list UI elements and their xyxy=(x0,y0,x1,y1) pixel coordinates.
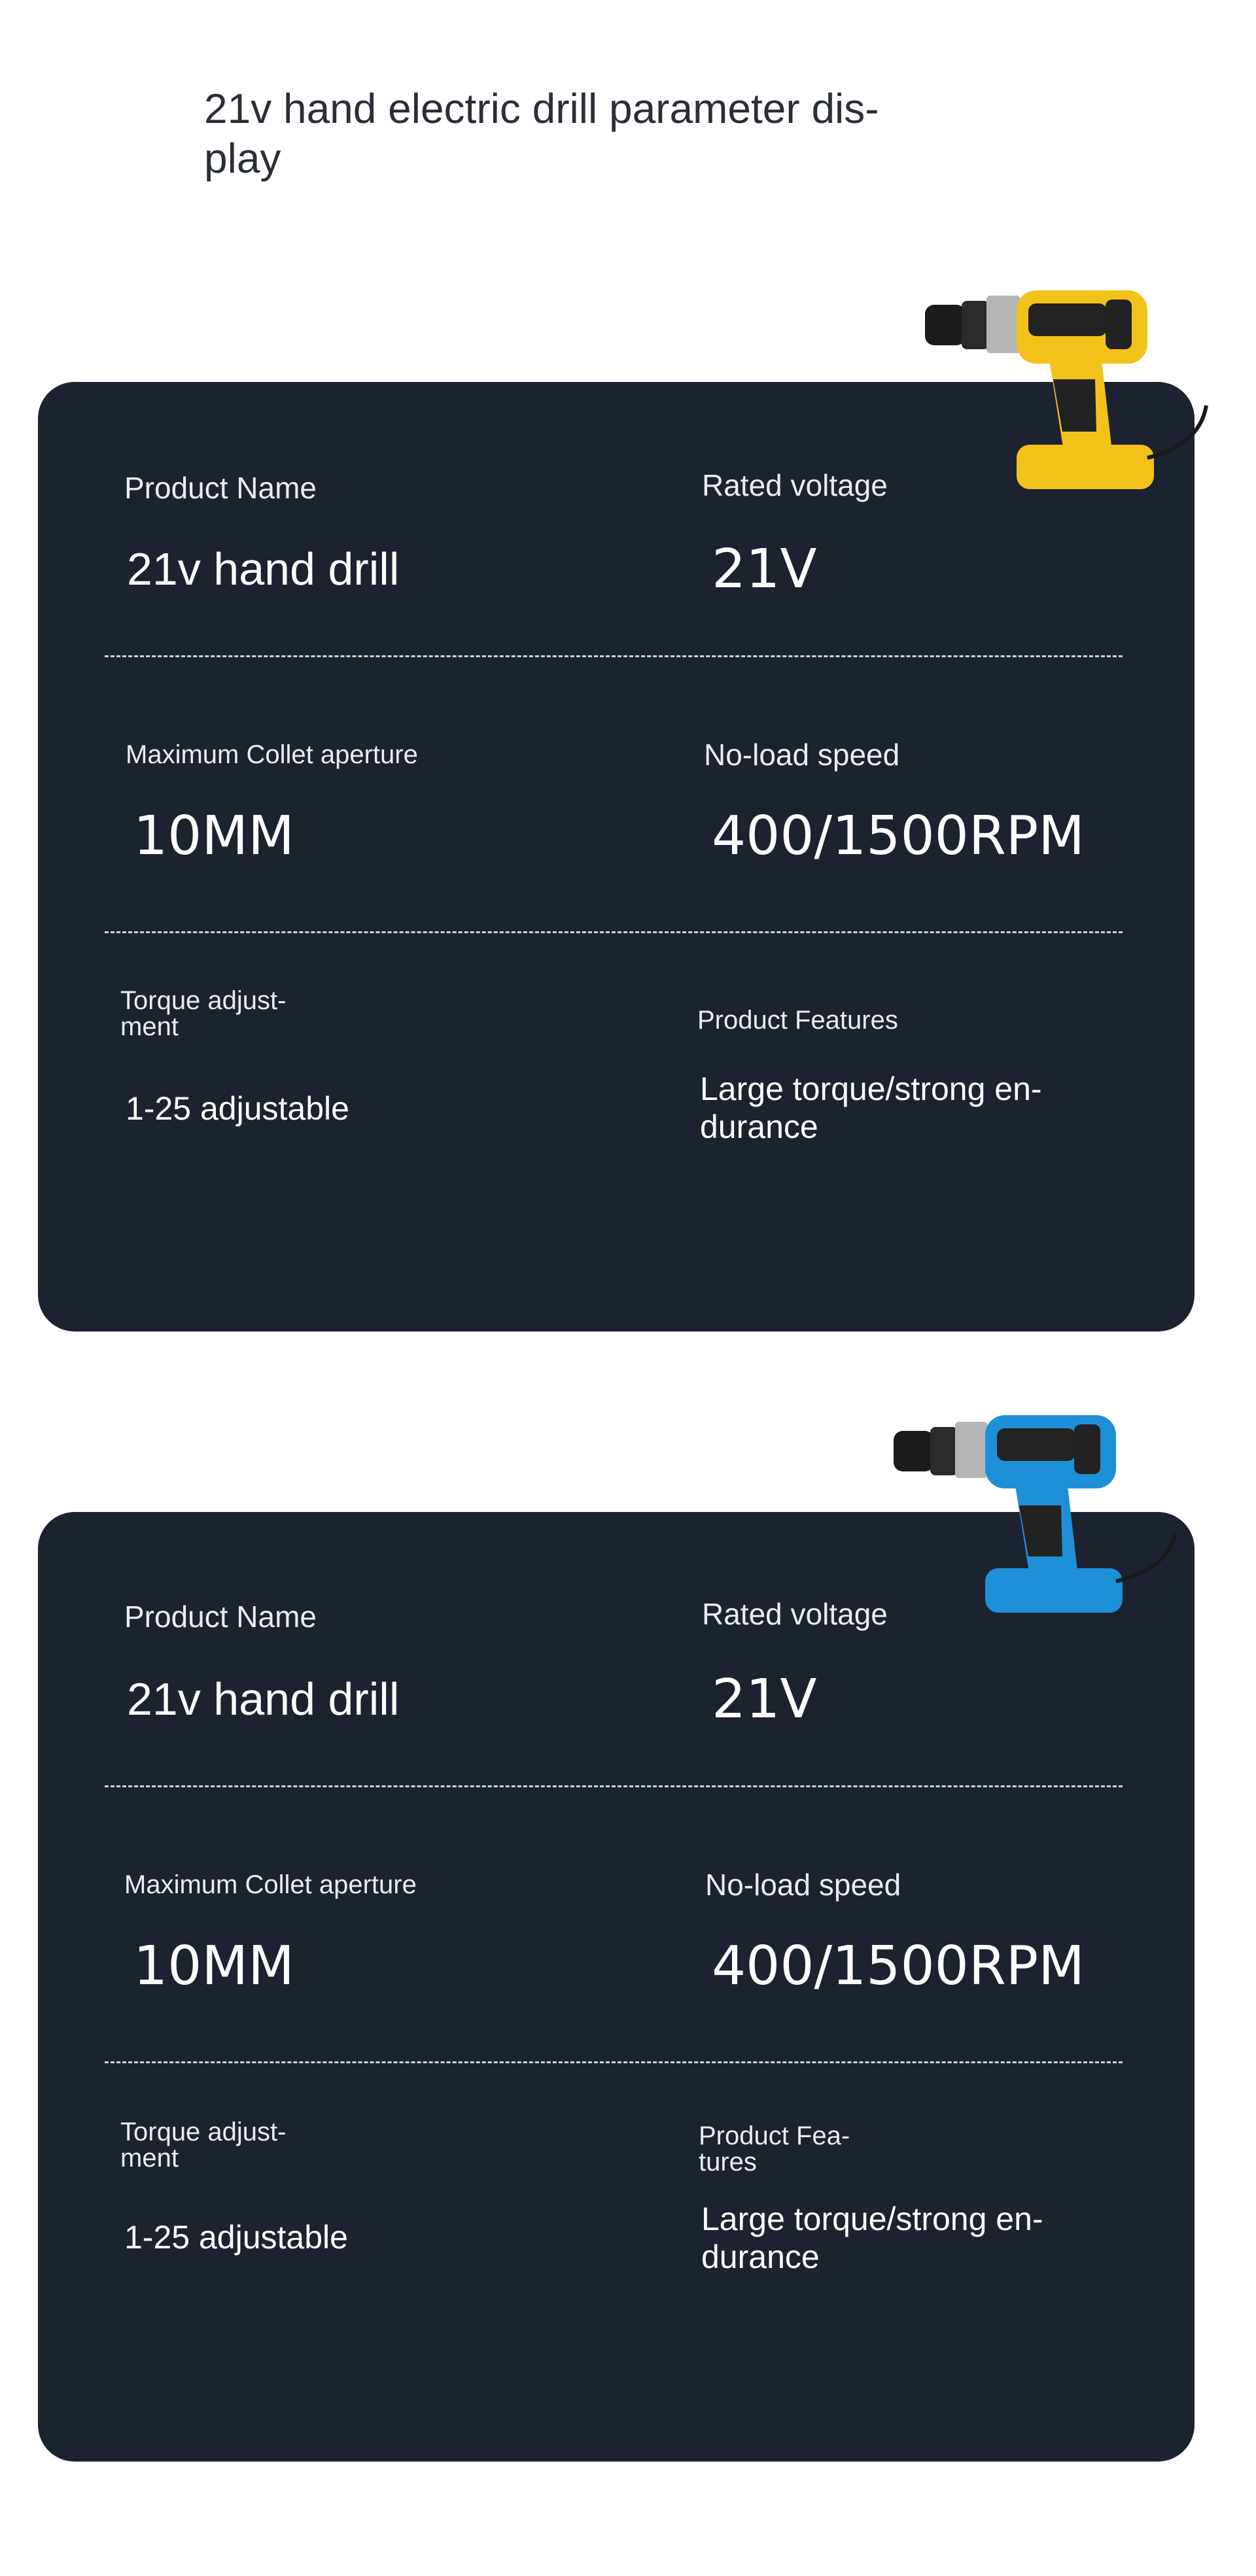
row-divider xyxy=(105,1785,1123,1787)
drill-icon xyxy=(925,290,1206,489)
product-name-value: 21v hand drill xyxy=(127,1674,400,1725)
collet-aperture-value: 10MM xyxy=(133,805,294,867)
product-features-label: Product Fea- tures xyxy=(699,2121,850,2176)
torque-adjustment-value: 1-25 adjustable xyxy=(126,1090,349,1127)
page-title: 21v hand electric drill parameter dis- play xyxy=(204,85,879,182)
collet-aperture-label: Maximum Collet aperture xyxy=(126,740,418,769)
blue-drill-image xyxy=(887,1405,1181,1627)
no-load-speed-label: No-load speed xyxy=(705,1868,901,1902)
spec-card-blue-drill xyxy=(38,1512,1195,2462)
product-name-label: Product Name xyxy=(124,1600,317,1634)
rated-voltage-value: 21V xyxy=(712,538,817,600)
no-load-speed-value: 400/1500RPM xyxy=(712,1935,1085,1997)
no-load-speed-value: 400/1500RPM xyxy=(712,805,1085,867)
yellow-drill-image xyxy=(918,281,1213,504)
rated-voltage-label: Rated voltage xyxy=(702,468,888,502)
product-features-value: Large torque/strong en- durance xyxy=(701,2201,1043,2275)
product-features-value: Large torque/strong en- durance xyxy=(700,1071,1042,1145)
torque-adjustment-label: Torque adjust- ment xyxy=(120,2118,287,2172)
row-divider xyxy=(105,931,1123,933)
row-divider xyxy=(105,655,1123,657)
product-features-label: Product Features xyxy=(697,1006,898,1035)
row-divider xyxy=(105,2061,1123,2063)
spec-card-yellow-drill xyxy=(38,382,1195,1331)
torque-adjustment-label: Torque adjust- ment xyxy=(120,986,287,1041)
no-load-speed-label: No-load speed xyxy=(704,738,900,772)
rated-voltage-label: Rated voltage xyxy=(702,1597,888,1631)
torque-adjustment-value: 1-25 adjustable xyxy=(124,2219,348,2256)
rated-voltage-value: 21V xyxy=(712,1668,817,1730)
collet-aperture-label: Maximum Collet aperture xyxy=(124,1870,417,1899)
collet-aperture-value: 10MM xyxy=(133,1935,294,1997)
drill-icon xyxy=(894,1415,1175,1613)
product-name-label: Product Name xyxy=(124,471,317,505)
product-name-value: 21v hand drill xyxy=(127,543,400,594)
